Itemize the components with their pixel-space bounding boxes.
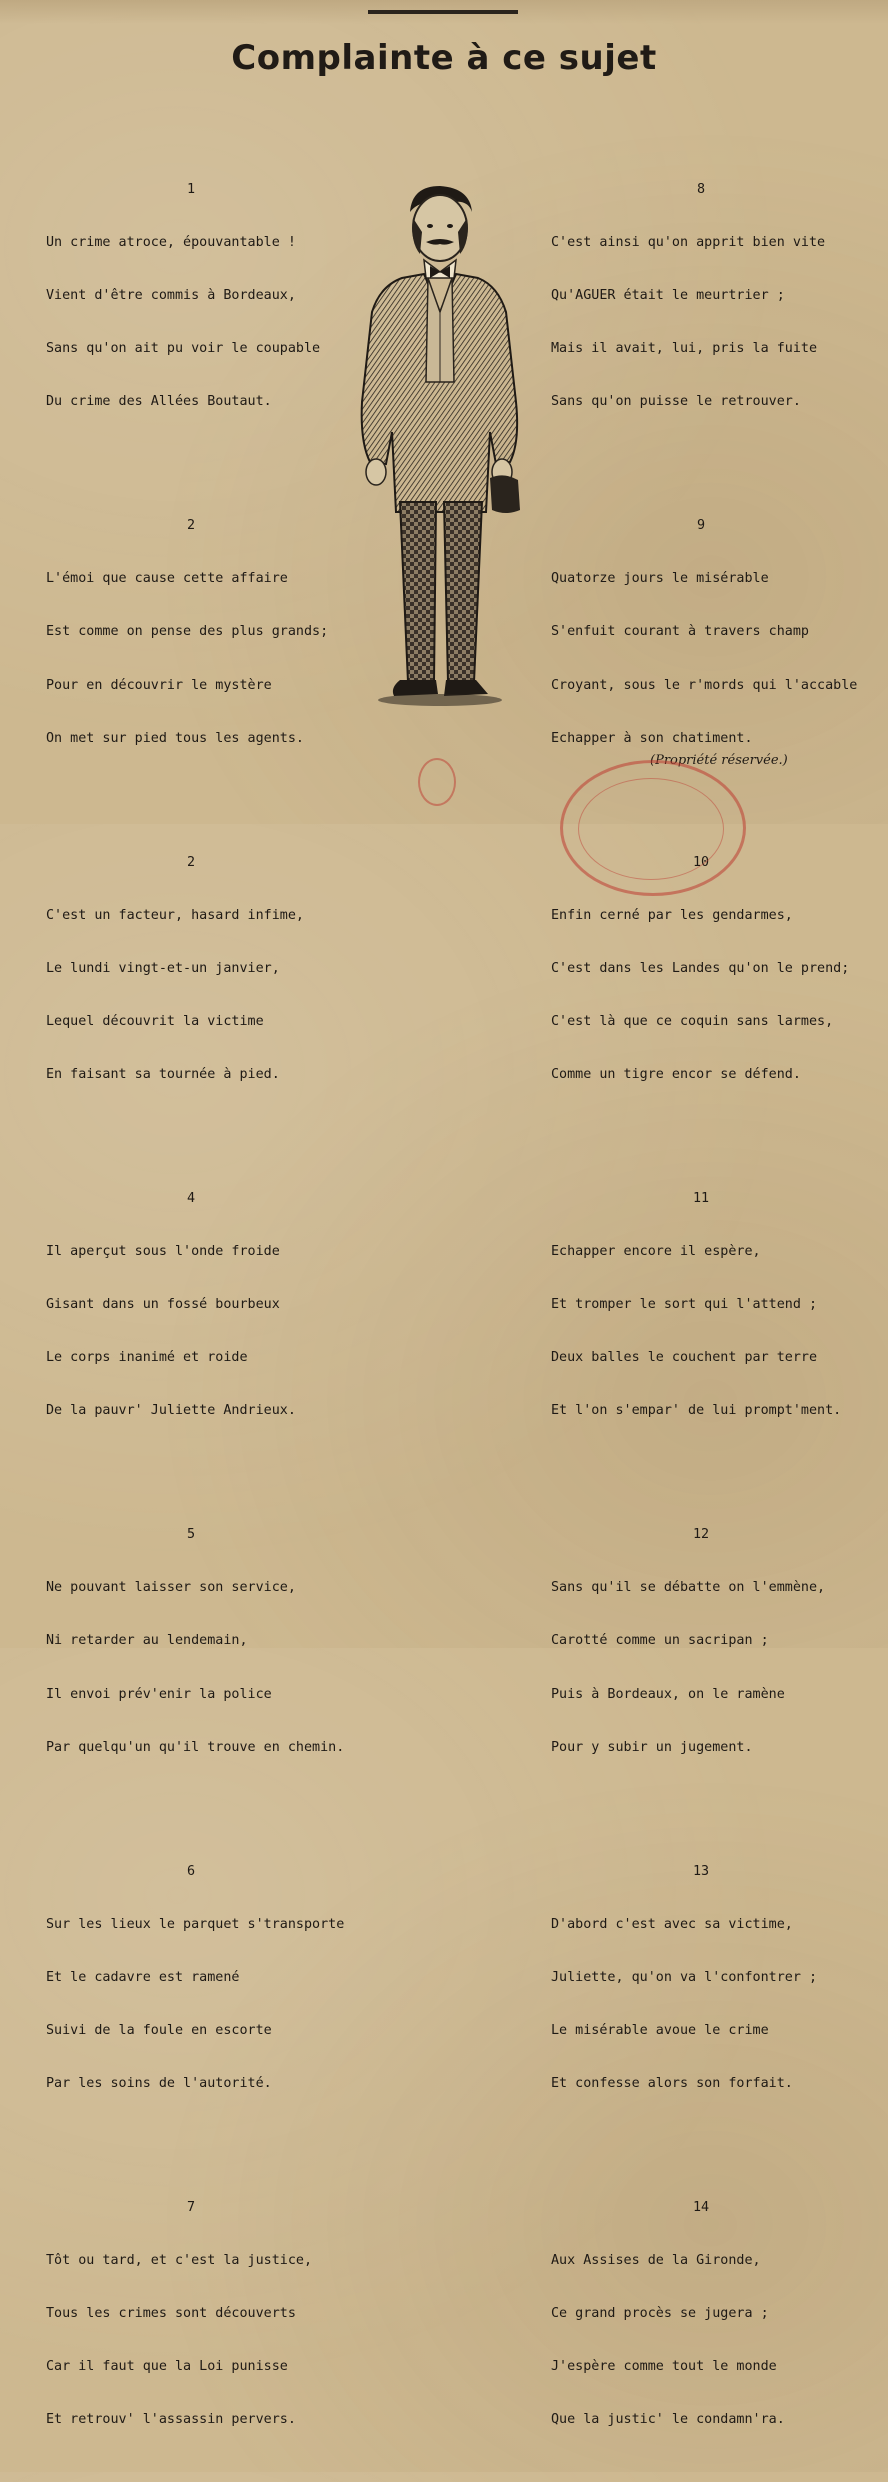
stanza-number: 14 xyxy=(692,2199,710,2215)
verse-line: Ne pouvant laisser son service, xyxy=(46,1580,296,1596)
verse-line: Quatorze jours le misérable xyxy=(551,571,769,587)
stanza-number: 1 xyxy=(186,181,196,197)
verse-line: Il envoi prév'enir la police xyxy=(46,1686,272,1702)
verse-line: Suivi de la foule en escorte xyxy=(46,2022,272,2038)
verse-line: Qu'AGUER était le meurtrier ; xyxy=(551,288,785,304)
verse-line: Par quelqu'un qu'il trouve en chemin. xyxy=(46,1739,345,1755)
verse-line: C'est dans les Landes qu'on le prend; xyxy=(551,960,850,976)
verse-line: Gisant dans un fossé bourbeux xyxy=(46,1297,280,1313)
verse-line: Echapper encore il espère, xyxy=(551,1244,761,1259)
stanza-number: 9 xyxy=(696,518,706,534)
verse-line: Ni retarder au lendemain, xyxy=(46,1633,248,1649)
verse-line: Un crime atroce, épouvantable ! xyxy=(46,234,296,250)
verse-line: Deux balles le couchent par terre xyxy=(551,1350,818,1366)
verse-line: Ce grand procès se jugera ; xyxy=(551,2306,769,2322)
left-column xyxy=(46,110,346,2482)
verse-line: Tôt ou tard, et c'est la justice, xyxy=(46,2253,313,2269)
verse-line: Sur les lieux le parquet s'transporte xyxy=(46,1916,345,1932)
verse-line: C'est là que ce coquin sans larmes, xyxy=(551,1013,834,1029)
verse-line: Le misérable avoue le crime xyxy=(551,2022,769,2038)
stanza-6 xyxy=(46,1827,346,2128)
verse-line: Tous les crimes sont découverts xyxy=(46,2306,296,2322)
stanza-12 xyxy=(551,1491,851,1792)
verse-line: Pour y subir un jugement. xyxy=(551,1739,753,1755)
verse-line: En faisant sa tournée à pied. xyxy=(46,1066,280,1082)
right-column xyxy=(551,110,858,2482)
verse-line: Vient d'être commis à Bordeaux, xyxy=(46,288,296,304)
verse-line: Lequel découvrit la victime xyxy=(46,1013,264,1029)
stanza-number: 10 xyxy=(692,854,710,870)
verse-line: Que la justic' le condamn'ra. xyxy=(551,2412,785,2428)
verse-line: Et le cadavre est ramené xyxy=(46,1969,240,1985)
verse-line: Le lundi vingt-et-un janvier, xyxy=(46,960,280,976)
stanza-14 xyxy=(551,2164,851,2465)
verse-line: Comme un tigre encor se défend. xyxy=(551,1066,801,1082)
stanza-number: 2 xyxy=(186,854,196,870)
verse-line: Sans qu'on puisse le retrouver. xyxy=(551,394,801,410)
stanza-2 xyxy=(46,482,346,783)
verse-line: L'émoi que cause cette affaire xyxy=(46,571,288,587)
stanza-7 xyxy=(46,2164,346,2465)
verse-line: Et confesse alors son forfait. xyxy=(551,2076,793,2092)
stanza-number: 5 xyxy=(186,1527,196,1543)
stanza-number: 2 xyxy=(186,518,196,534)
verse-line: Le corps inanimé et roide xyxy=(46,1350,248,1366)
verse-line: Et l'on s'empar' de lui prompt'ment. xyxy=(551,1403,842,1419)
verse-line: Juliette, qu'on va l'confontrer ; xyxy=(551,1969,818,1985)
verse-line: Par les soins de l'autorité. xyxy=(46,2076,272,2092)
verse-line: Et retrouv' l'assassin pervers. xyxy=(46,2412,296,2428)
stanza-number: 13 xyxy=(692,1863,710,1879)
verse-line: C'est ainsi qu'on apprit bien vite xyxy=(551,234,826,250)
stanza-number: 6 xyxy=(186,1863,196,1879)
stanza-13 xyxy=(551,1827,851,2128)
verse-line: S'enfuit courant à travers champ xyxy=(551,624,809,640)
verse-line: De la pauvr' Juliette Andrieux. xyxy=(46,1403,296,1419)
stanza-number: 4 xyxy=(186,1190,196,1206)
verse-line: J'espère comme tout le monde xyxy=(551,2359,777,2375)
verse-line: Pour en découvrir le mystère xyxy=(46,677,272,693)
verse-line: Mais il avait, lui, pris la fuite xyxy=(551,341,818,357)
verse-line: C'est un facteur, hasard infime, xyxy=(46,907,304,923)
stanza-4 xyxy=(46,1154,346,1455)
verse-line: Sans qu'on ait pu voir le coupable xyxy=(46,341,321,357)
stanza-number: 7 xyxy=(186,2199,196,2215)
stanza-8 xyxy=(551,145,851,446)
page-title: Complainte à ce sujet xyxy=(231,38,657,78)
standing-man-engraving-icon xyxy=(350,182,530,712)
verse-line: Puis à Bordeaux, on le ramène xyxy=(551,1686,785,1702)
rights-reserved-note: (Propriété réservée.) xyxy=(650,753,788,768)
verse-line: Car il faut que la Loi punisse xyxy=(46,2359,288,2375)
top-rule xyxy=(368,10,518,14)
stanza-11 xyxy=(551,1154,851,1455)
verse-line: On met sur pied tous les agents. xyxy=(46,730,304,746)
verse-line: Carotté comme un sacripan ; xyxy=(551,1633,769,1649)
library-stamp-inner-ring xyxy=(578,778,724,880)
verse-line: Aux Assises de la Gironde, xyxy=(551,2253,761,2269)
stanza-number: 11 xyxy=(692,1190,710,1206)
verse-line: Enfin cerné par les gendarmes, xyxy=(551,907,793,923)
verse-line: D'abord c'est avec sa victime, xyxy=(551,1916,793,1932)
verse-line: Croyant, sous le r'mords qui l'accable xyxy=(551,677,858,693)
stanza-number: 12 xyxy=(692,1527,710,1543)
verse-line: Et tromper le sort qui l'attend ; xyxy=(551,1297,818,1313)
stanza-9 xyxy=(551,482,858,783)
small-library-stamp xyxy=(418,758,456,806)
verse-line: Il aperçut sous l'onde froide xyxy=(46,1244,280,1259)
stanza-1 xyxy=(46,145,346,446)
stanza-5 xyxy=(46,1491,346,1792)
stanza-3 xyxy=(46,818,346,1119)
stanza-number: 8 xyxy=(696,181,706,197)
verse-line: Echapper à son chatiment. xyxy=(551,730,753,746)
verse-line: Du crime des Allées Boutaut. xyxy=(46,394,272,410)
verse-line: Est comme on pense des plus grands; xyxy=(46,624,329,640)
verse-line: Sans qu'il se débatte on l'emmène, xyxy=(551,1580,826,1596)
